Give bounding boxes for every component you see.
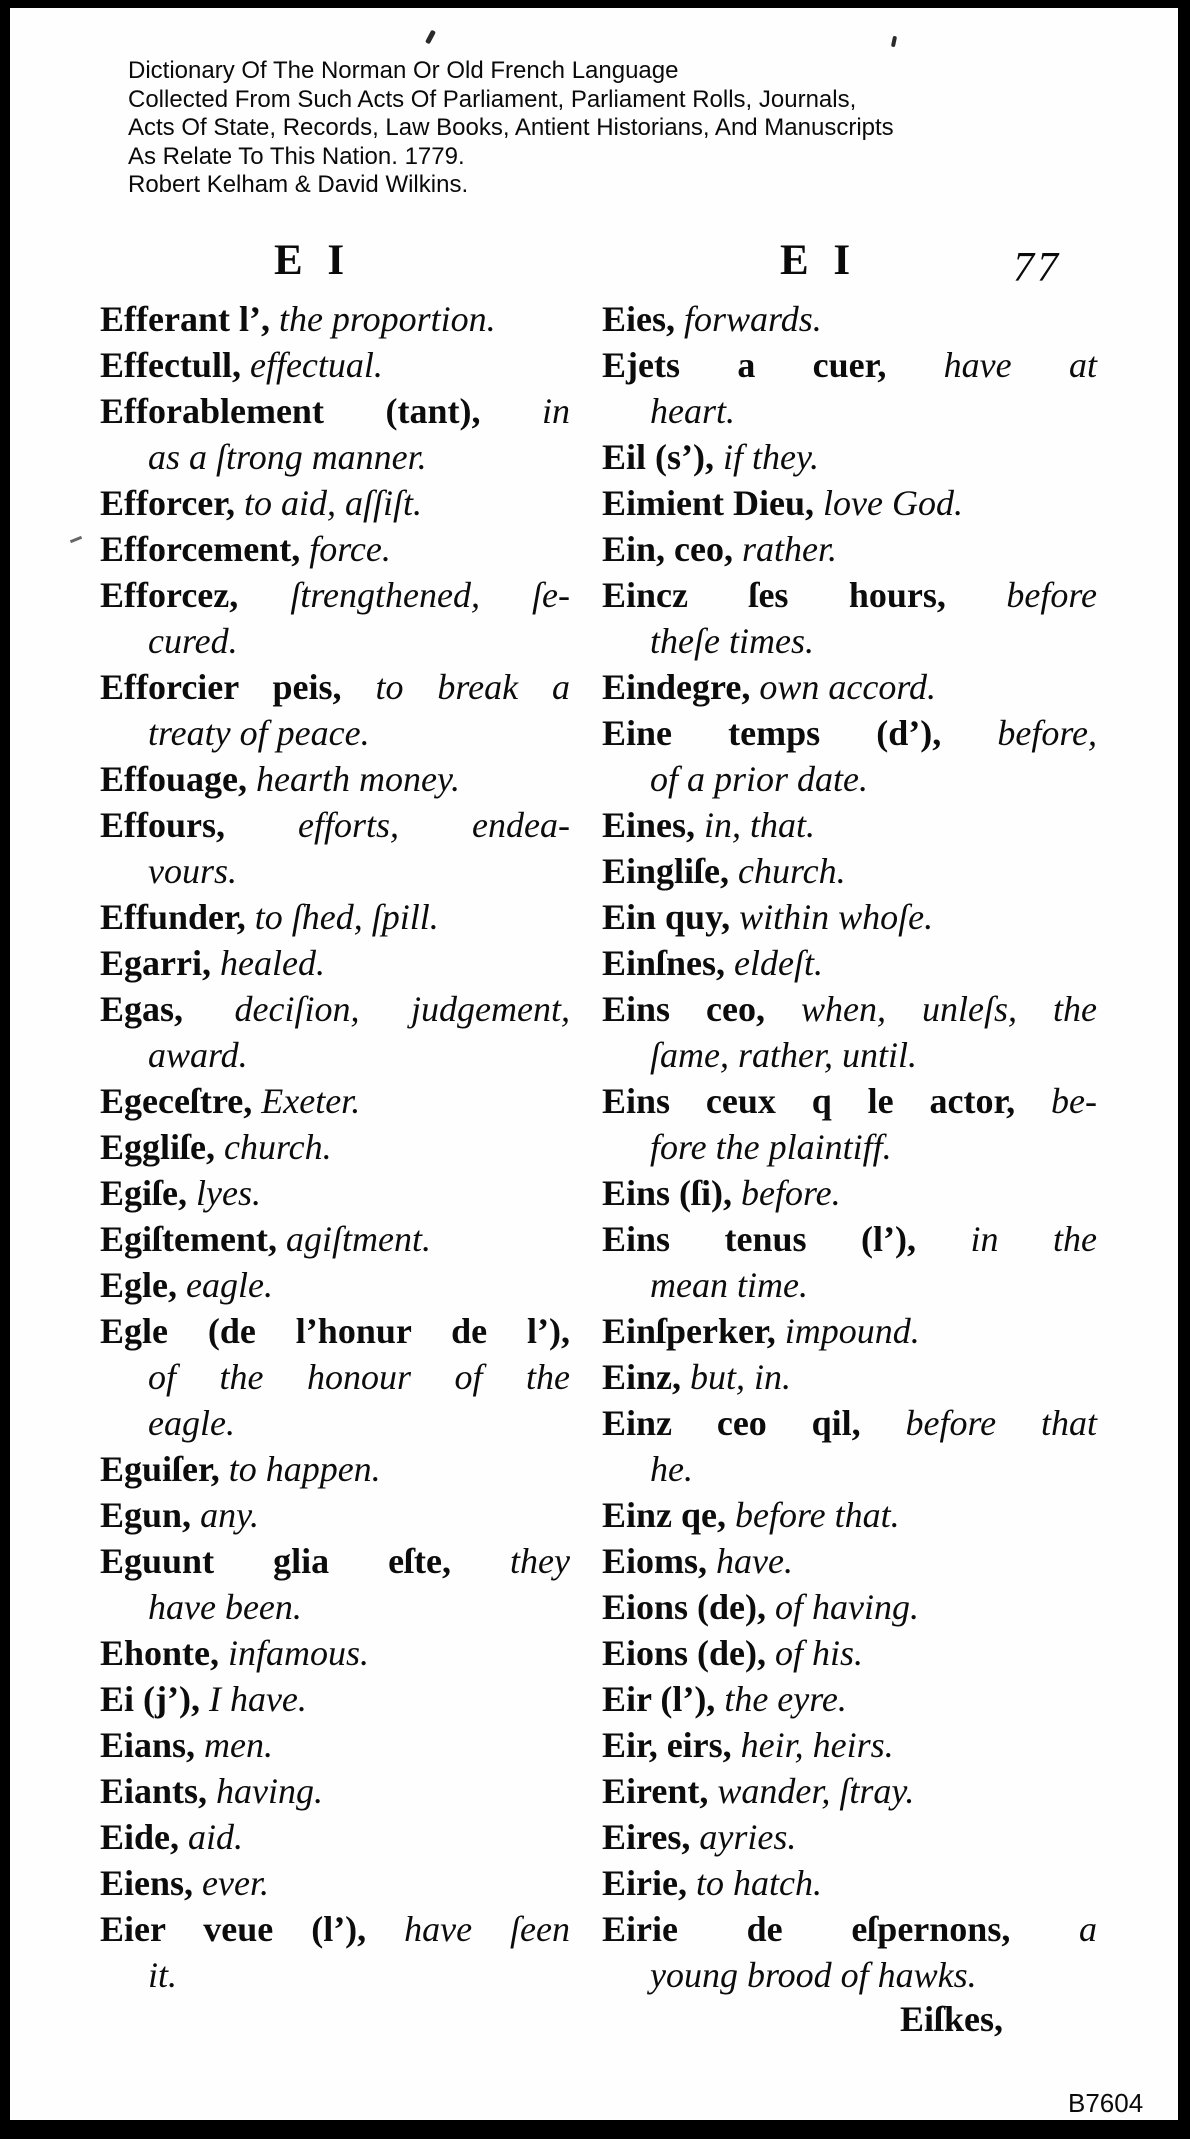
entry-line xyxy=(100,572,570,618)
dictionary-entry xyxy=(602,986,1097,1078)
definition-text: eagle. xyxy=(186,1265,273,1305)
entry-line xyxy=(100,388,570,434)
definition-text: have. xyxy=(716,1541,793,1581)
dictionary-entry xyxy=(602,1768,1097,1814)
definition-text: young brood of hawks. xyxy=(650,1955,977,1995)
definition-text: healed. xyxy=(219,943,325,983)
entry-line xyxy=(100,848,570,894)
definition-text: treaty of peace. xyxy=(148,713,370,753)
catchword: Eiſkes, xyxy=(899,1999,1003,2039)
dictionary-entry xyxy=(602,1216,1097,1308)
entry-line xyxy=(100,1676,570,1722)
dictionary-entry xyxy=(602,342,1097,434)
headword-text: Effouage, xyxy=(100,759,256,799)
entry-line xyxy=(100,434,570,480)
definition-text: impound. xyxy=(784,1311,920,1351)
dictionary-entry xyxy=(602,1722,1097,1768)
dictionary-entry xyxy=(100,1170,570,1216)
definition-text: church. xyxy=(224,1127,332,1167)
dictionary-entry xyxy=(100,480,570,526)
dictionary-entry xyxy=(602,526,1097,572)
entry-line xyxy=(602,1216,1097,1262)
definition-text: have been. xyxy=(148,1587,302,1627)
dictionary-entry xyxy=(602,940,1097,986)
entry-line xyxy=(100,1814,570,1860)
definition-text: ayries. xyxy=(699,1817,797,1857)
entry-line xyxy=(100,1262,570,1308)
definition-text: of his. xyxy=(775,1633,864,1673)
headword-text: Eioms, xyxy=(602,1541,717,1581)
dictionary-entry xyxy=(602,802,1097,848)
dictionary-entry xyxy=(602,572,1097,664)
definition-text: heart. xyxy=(650,391,735,431)
headword-text: Egle, xyxy=(100,1265,186,1305)
headword-text: Einz ceo qil, xyxy=(602,1403,906,1443)
headword-text: Ein quy, xyxy=(602,897,740,937)
definition-text: fore the plaintiff. xyxy=(650,1127,892,1167)
entry-line xyxy=(100,1952,570,1998)
entry-line xyxy=(100,1216,570,1262)
definition-text: love God. xyxy=(823,483,963,523)
definition-text: aid. xyxy=(188,1817,244,1857)
dictionary-entry xyxy=(602,1492,1097,1538)
definition-text: within whoſe. xyxy=(739,897,934,937)
dictionary-entry xyxy=(100,1676,570,1722)
definition-text: to happen. xyxy=(228,1449,381,1489)
dictionary-entry xyxy=(100,1906,570,1998)
definition-text: mean time. xyxy=(650,1265,808,1305)
definition-text: the eyre. xyxy=(724,1679,847,1719)
definition-text: heir, heirs. xyxy=(740,1725,894,1765)
provenance-note-line: As Relate To This Nation. 1779. xyxy=(128,142,465,170)
headword-text: Efforcer, xyxy=(100,483,244,523)
headword-text: Eirie de eſpernons, xyxy=(602,1909,1079,1949)
running-head-left: E I xyxy=(274,237,352,284)
definition-text: wander, ſtray. xyxy=(717,1771,915,1811)
entry-line xyxy=(602,756,1097,802)
entry-line xyxy=(100,894,570,940)
dictionary-entry xyxy=(602,1170,1097,1216)
definition-text: force. xyxy=(309,529,391,569)
entry-line xyxy=(602,1676,1097,1722)
dictionary-entry xyxy=(100,1538,570,1630)
headword-text: Ejets a cuer, xyxy=(602,345,944,385)
entry-line xyxy=(602,802,1097,848)
entry-line xyxy=(100,618,570,664)
dictionary-entry xyxy=(100,1630,570,1676)
entry-line xyxy=(100,1078,570,1124)
entry-line xyxy=(602,1492,1097,1538)
entry-line xyxy=(100,480,570,526)
page-number: 77 xyxy=(1013,245,1061,291)
dictionary-entry xyxy=(602,664,1097,710)
definition-text: church. xyxy=(738,851,846,891)
definition-text: have at xyxy=(943,345,1097,385)
headword-text: Eir (l’), xyxy=(602,1679,725,1719)
dictionary-entry xyxy=(602,480,1097,526)
headword-text: Efforcier peis, xyxy=(100,667,376,707)
entry-line xyxy=(602,986,1097,1032)
entry-line xyxy=(602,940,1097,986)
definition-text: he. xyxy=(650,1449,693,1489)
definition-text: effectual. xyxy=(249,345,383,385)
headword-text: Egun, xyxy=(100,1495,201,1535)
entry-line xyxy=(602,848,1097,894)
headword-text: Eindegre, xyxy=(602,667,760,707)
entry-line xyxy=(602,296,1097,342)
definition-text: before that xyxy=(905,1403,1097,1443)
headword-text: Eingliſe, xyxy=(602,851,739,891)
headword-text: Egarri, xyxy=(100,943,220,983)
definition-text: in xyxy=(541,391,570,431)
definition-text: of a prior date. xyxy=(650,759,869,799)
scan-speck xyxy=(70,536,82,543)
dictionary-entry xyxy=(100,342,570,388)
headword-text: Eins (ſi), xyxy=(602,1173,742,1213)
headword-text: Efforcez, xyxy=(100,575,291,615)
headword-text: Einſperker, xyxy=(602,1311,785,1351)
headword-text: Effours, xyxy=(100,805,299,845)
definition-text: in, that. xyxy=(704,805,816,845)
entry-line xyxy=(100,1400,570,1446)
provenance-note xyxy=(128,57,894,200)
entry-line xyxy=(100,1630,570,1676)
entry-line xyxy=(100,1860,570,1906)
definition-text: lyes. xyxy=(196,1173,261,1213)
dictionary-entry xyxy=(100,1860,570,1906)
entry-line xyxy=(100,342,570,388)
running-head-right: E I xyxy=(780,237,858,284)
entry-line xyxy=(100,1768,570,1814)
headword-text: Eil (s’), xyxy=(602,437,723,477)
dictionary-entry xyxy=(100,1078,570,1124)
entry-line xyxy=(100,1722,570,1768)
definition-text: Exeter. xyxy=(261,1081,361,1121)
entry-line xyxy=(602,1354,1097,1400)
definition-text: I have. xyxy=(208,1679,307,1719)
entry-line xyxy=(602,710,1097,756)
headword-text: Eier veue (l’), xyxy=(100,1909,405,1949)
dictionary-entry xyxy=(100,1216,570,1262)
scan-id: B7604 xyxy=(1068,2088,1144,2118)
definition-text: before, xyxy=(997,713,1097,753)
definition-text: theſe times. xyxy=(650,621,814,661)
definition-text: to break a xyxy=(375,667,570,707)
definition-text: ſtrengthened, ſe- xyxy=(290,575,570,615)
dictionary-entry xyxy=(100,1124,570,1170)
entry-line xyxy=(602,1814,1097,1860)
headword-text: Effunder, xyxy=(100,897,255,937)
entry-line xyxy=(602,1768,1097,1814)
dictionary-entry xyxy=(100,1768,570,1814)
entry-line xyxy=(602,1078,1097,1124)
dictionary-entry xyxy=(100,1492,570,1538)
entry-line xyxy=(100,296,570,342)
entry-line xyxy=(602,434,1097,480)
definition-text: before. xyxy=(741,1173,841,1213)
dictionary-entry xyxy=(602,1354,1097,1400)
entry-line xyxy=(100,1538,570,1584)
dictionary-entry xyxy=(602,1676,1097,1722)
dictionary-entry xyxy=(100,296,570,342)
dictionary-entry xyxy=(602,1400,1097,1492)
entry-line xyxy=(100,940,570,986)
definition-text: if they. xyxy=(723,437,819,477)
definition-text: award. xyxy=(148,1035,248,1075)
definition-text: to ſhed, ſpill. xyxy=(254,897,439,937)
entry-line xyxy=(602,388,1097,434)
headword-text: Eguunt glia eſte, xyxy=(100,1541,511,1581)
entry-line xyxy=(100,664,570,710)
headword-text: Eguiſer, xyxy=(100,1449,229,1489)
definition-text: eldeſt. xyxy=(734,943,824,983)
definition-text: own accord. xyxy=(759,667,936,707)
headword-text: Eins ceo, xyxy=(602,989,802,1029)
entry-line xyxy=(100,1584,570,1630)
definition-text: any. xyxy=(200,1495,260,1535)
entry-line xyxy=(602,572,1097,618)
dictionary-entry xyxy=(602,1584,1097,1630)
definition-text: of having. xyxy=(775,1587,920,1627)
dictionary-entry xyxy=(602,1538,1097,1584)
dictionary-entry xyxy=(100,1446,570,1492)
definition-text: they xyxy=(510,1541,570,1581)
entry-line xyxy=(602,1124,1097,1170)
dictionary-entry xyxy=(100,802,570,894)
headword-text: Einz qe, xyxy=(602,1495,736,1535)
definition-text: rather. xyxy=(742,529,838,569)
headword-text: Eide, xyxy=(100,1817,189,1857)
entry-line xyxy=(602,480,1097,526)
dictionary-entry xyxy=(602,1906,1097,1998)
scan-speck xyxy=(891,36,897,48)
definition-text: a xyxy=(1079,1909,1097,1949)
headword-text: Eines, xyxy=(602,805,705,845)
headword-text: Eggliſe, xyxy=(100,1127,224,1167)
entry-line xyxy=(602,1262,1097,1308)
dictionary-entry xyxy=(100,1262,570,1308)
headword-text: Egas, xyxy=(100,989,235,1029)
definition-text: when, unleſs, the xyxy=(801,989,1097,1029)
dictionary-entry xyxy=(602,434,1097,480)
definition-text: to hatch. xyxy=(695,1863,822,1903)
dictionary-entry xyxy=(602,894,1097,940)
dictionary-entry xyxy=(602,296,1097,342)
column-left xyxy=(100,296,570,1998)
entry-line xyxy=(602,664,1097,710)
entry-line xyxy=(602,894,1097,940)
headword-text: Eions (de), xyxy=(602,1633,776,1673)
definition-text: before that. xyxy=(735,1495,900,1535)
dictionary-entry xyxy=(100,894,570,940)
column-right xyxy=(602,296,1097,1998)
entry-line xyxy=(602,618,1097,664)
definition-text: have ſeen xyxy=(404,1909,570,1949)
definition-text: but, in. xyxy=(690,1357,792,1397)
entry-line xyxy=(100,526,570,572)
headword-text: Ei (j’), xyxy=(100,1679,209,1719)
dictionary-entry xyxy=(602,848,1097,894)
entry-line xyxy=(602,1906,1097,1952)
provenance-note-line: Collected From Such Acts Of Parliament, Parliament Rolls, Journals, xyxy=(128,85,857,113)
headword-text: Egiſtement, xyxy=(100,1219,286,1259)
entry-line xyxy=(602,1952,1097,1998)
headword-text: Efforablement (tant), xyxy=(100,391,542,431)
definition-text: ſame, rather, until. xyxy=(650,1035,917,1075)
definition-text: having. xyxy=(216,1771,324,1811)
dictionary-entry xyxy=(100,572,570,664)
headword-text: Eiens, xyxy=(100,1863,203,1903)
definition-text: it. xyxy=(148,1955,178,1995)
headword-text: Ehonte, xyxy=(100,1633,229,1673)
entry-line xyxy=(602,342,1097,388)
definition-text: men. xyxy=(204,1725,274,1765)
provenance-note-line: Dictionary Of The Norman Or Old French Language xyxy=(128,57,679,84)
definition-text: as a ſtrong manner. xyxy=(148,437,427,477)
definition-text: vours. xyxy=(148,851,237,891)
headword-text: Einſnes, xyxy=(602,943,735,983)
definition-text: of the honour of the xyxy=(148,1357,570,1397)
entry-line xyxy=(602,1446,1097,1492)
entry-line xyxy=(602,1308,1097,1354)
definition-text: ever. xyxy=(202,1863,269,1903)
entry-line xyxy=(602,526,1097,572)
entry-line xyxy=(602,1170,1097,1216)
headword-text: Egiſe, xyxy=(100,1173,196,1213)
entry-line xyxy=(602,1538,1097,1584)
definition-text: infamous. xyxy=(228,1633,370,1673)
dictionary-entry xyxy=(100,756,570,802)
definition-text: the proportion. xyxy=(278,299,496,339)
headword-text: Eirent, xyxy=(602,1771,718,1811)
entry-line xyxy=(100,1124,570,1170)
definition-text: hearth money. xyxy=(256,759,460,799)
definition-text: forwards. xyxy=(684,299,822,339)
dictionary-entry xyxy=(602,1078,1097,1170)
dictionary-entry xyxy=(100,940,570,986)
definition-text: cured. xyxy=(148,621,238,661)
entry-line xyxy=(100,986,570,1032)
definition-text: to aid, aſſiſt. xyxy=(243,483,422,523)
headword-text: Einz, xyxy=(602,1357,691,1397)
headword-text: Eine temps (d’), xyxy=(602,713,998,753)
entry-line xyxy=(100,1492,570,1538)
dictionary-entry xyxy=(602,1308,1097,1354)
definition-text: efforts, endea- xyxy=(298,805,571,845)
headword-text: Eincz ſes hours, xyxy=(602,575,1007,615)
headword-text: Eins tenus (l’), xyxy=(602,1219,971,1259)
headword-text: Effectull, xyxy=(100,345,250,385)
headword-text: Egeceſtre, xyxy=(100,1081,262,1121)
headword-text: Eins ceux q le actor, xyxy=(602,1081,1052,1121)
entry-line xyxy=(602,1722,1097,1768)
entry-line xyxy=(602,1630,1097,1676)
entry-line xyxy=(100,710,570,756)
entry-line xyxy=(100,1446,570,1492)
definition-text: before xyxy=(1006,575,1097,615)
entry-line xyxy=(100,756,570,802)
entry-line xyxy=(100,1906,570,1952)
scan-speck xyxy=(425,30,436,45)
headword-text: Eions (de), xyxy=(602,1587,776,1627)
entry-line xyxy=(602,1584,1097,1630)
headword-text: Eires, xyxy=(602,1817,700,1857)
dictionary-entry xyxy=(602,710,1097,802)
entry-line xyxy=(602,1860,1097,1906)
dictionary-entry xyxy=(100,1814,570,1860)
dictionary-entry xyxy=(100,986,570,1078)
entry-line xyxy=(602,1400,1097,1446)
dictionary-entry xyxy=(100,388,570,480)
provenance-note-line: Robert Kelham & David Wilkins. xyxy=(128,171,469,198)
dictionary-entry xyxy=(602,1814,1097,1860)
headword-text: Eiants, xyxy=(100,1771,217,1811)
definition-text: be- xyxy=(1051,1081,1097,1121)
entry-line xyxy=(100,802,570,848)
dictionary-entry xyxy=(602,1860,1097,1906)
definition-text: in the xyxy=(970,1219,1098,1259)
entry-line xyxy=(100,1170,570,1216)
headword-text: Eies, xyxy=(602,299,685,339)
headword-text: Efferant l’, xyxy=(100,299,279,339)
dictionary-entry xyxy=(100,1308,570,1446)
definition-text: eagle. xyxy=(148,1403,235,1443)
definition-text: deciſion, judgement, xyxy=(234,989,570,1029)
definition-text: agiſtment. xyxy=(285,1219,431,1259)
entry-line xyxy=(100,1032,570,1078)
entry-line xyxy=(602,1032,1097,1078)
headword-text: Eians, xyxy=(100,1725,205,1765)
entry-line xyxy=(100,1354,570,1400)
entry-line xyxy=(100,1308,570,1354)
headword-text: Ein, ceo, xyxy=(602,529,742,569)
headword-text: Eirie, xyxy=(602,1863,696,1903)
dictionary-entry xyxy=(602,1630,1097,1676)
dictionary-entry xyxy=(100,526,570,572)
dictionary-entry xyxy=(100,1722,570,1768)
headword-text: Eimient Dieu, xyxy=(602,483,823,523)
provenance-note-line: Acts Of State, Records, Law Books, Antient Historians, And Manuscripts xyxy=(128,114,894,141)
headword-text: Egle (de l’honur de l’), xyxy=(100,1311,570,1351)
dictionary-entry xyxy=(100,664,570,756)
headword-text: Eir, eirs, xyxy=(602,1725,741,1765)
headword-text: Efforcement, xyxy=(100,529,310,569)
